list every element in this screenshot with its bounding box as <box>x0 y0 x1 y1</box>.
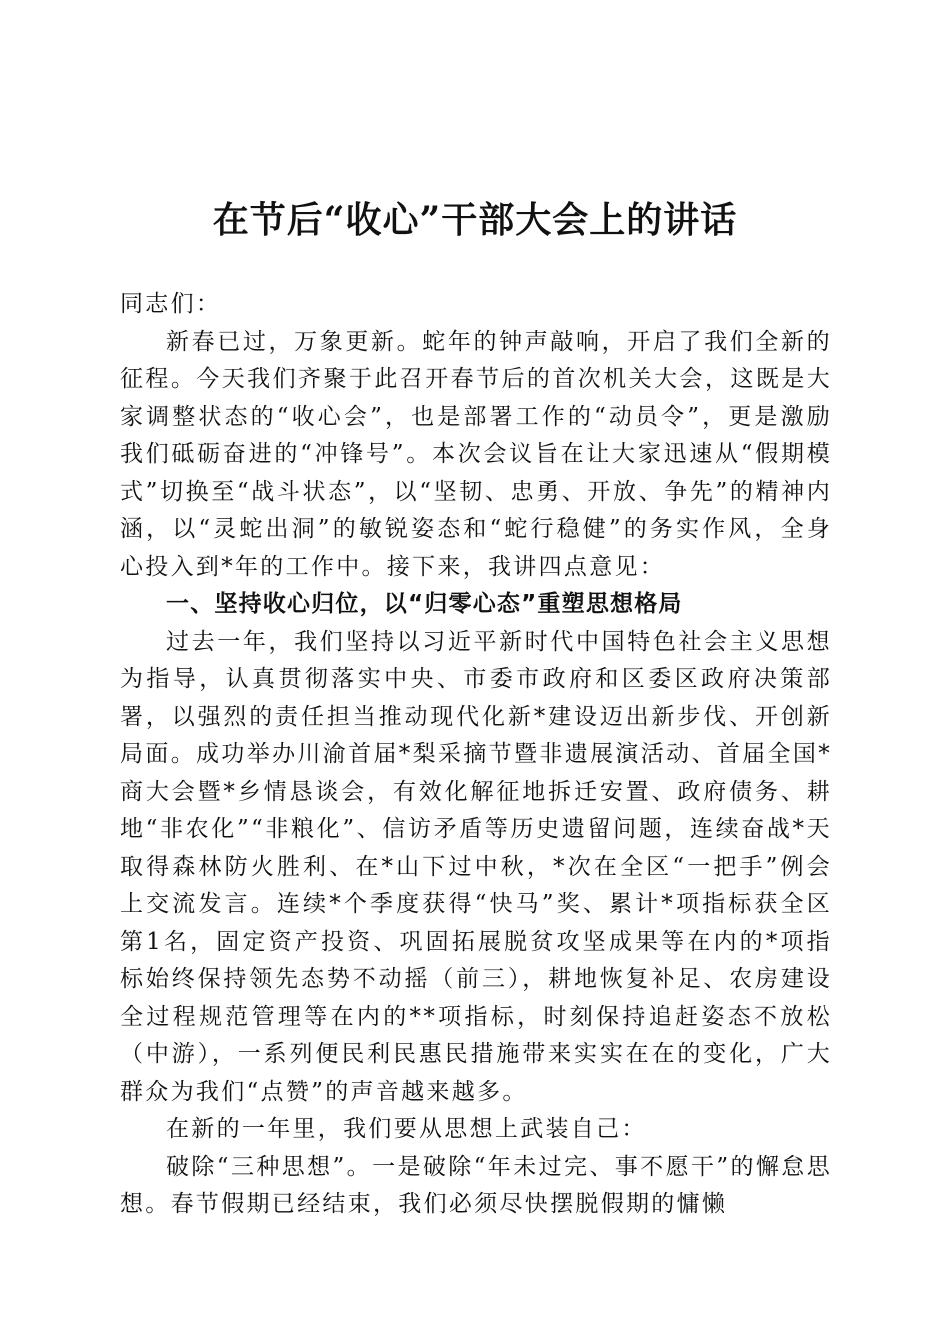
document-body <box>120 286 832 1224</box>
document-title: 在节后“收心”干部大会上的讲话 <box>212 199 738 241</box>
body-paragraph: 在新的一年里，我们要从思想上武装自己： <box>166 1116 647 1142</box>
opening-paragraph: 新春已过，万象更新。蛇年的钟声敲响，开启了我们全新的征程。今天我们齐聚于此召开春节后的首次机关大会，这既是大家调整状态的“收心会”，也是部署工作的“动员令”，更是激励我们砥砺奋进的“冲锋号”。本次会议旨在让大家迅速从“假期模式”切换至“战斗状态”，以“坚韧、忠勇、开放、争先”的精神内涵，以“灵蛇出洞”的敏锐姿态和“蛇行稳健”的务实作风，全身心投入到*年的工作中。接下来，我讲四点意见： <box>120 328 832 580</box>
body-paragraph: 过去一年，我们坚持以习近平新时代中国特色社会主义思想为指导，认真贯彻落实中央、市委市政府和区委区政府决策部署，以强烈的责任担当推动现代化新*建设迈出新步伐、开创新局面。成功举办川渝首届*梨采摘节暨非遗展演活动、首届全国*商大会暨*乡情恳谈会，有效化解征地拆迁安置、政府债务、耕地“非农化”“非粮化”、信访矛盾等历史遗留问题，连续奋战*天取得森林防火胜利、在*山下过中秋，*次在全区“一把手”例会上交流发言。连续*个季度获得“快马”奖、累计*项指标获全区第1名，固定资产投资、巩固拓展脱贫攻坚成果等在内的*项指标始终保持领先态势不动摇（前三），耕地恢复补足、农房建设全过程规范管理等在内的**项指标，时刻保持追赶姿态不放松（中游），一系列便民利民惠民措施带来实实在在的变化，广大群众为我们“点赞”的声音越来越多。 <box>120 628 832 1105</box>
section-heading: 一、坚持收心归位，以“归零心态”重塑思想格局 <box>166 591 683 617</box>
salutation: 同志们： <box>120 291 222 317</box>
body-paragraph: 破除“三种思想”。一是破除“年未过完、事不愿干”的懈怠思想。春节假期已经结束，我们必须尽快摆脱假期的慵懒 <box>120 1153 832 1217</box>
